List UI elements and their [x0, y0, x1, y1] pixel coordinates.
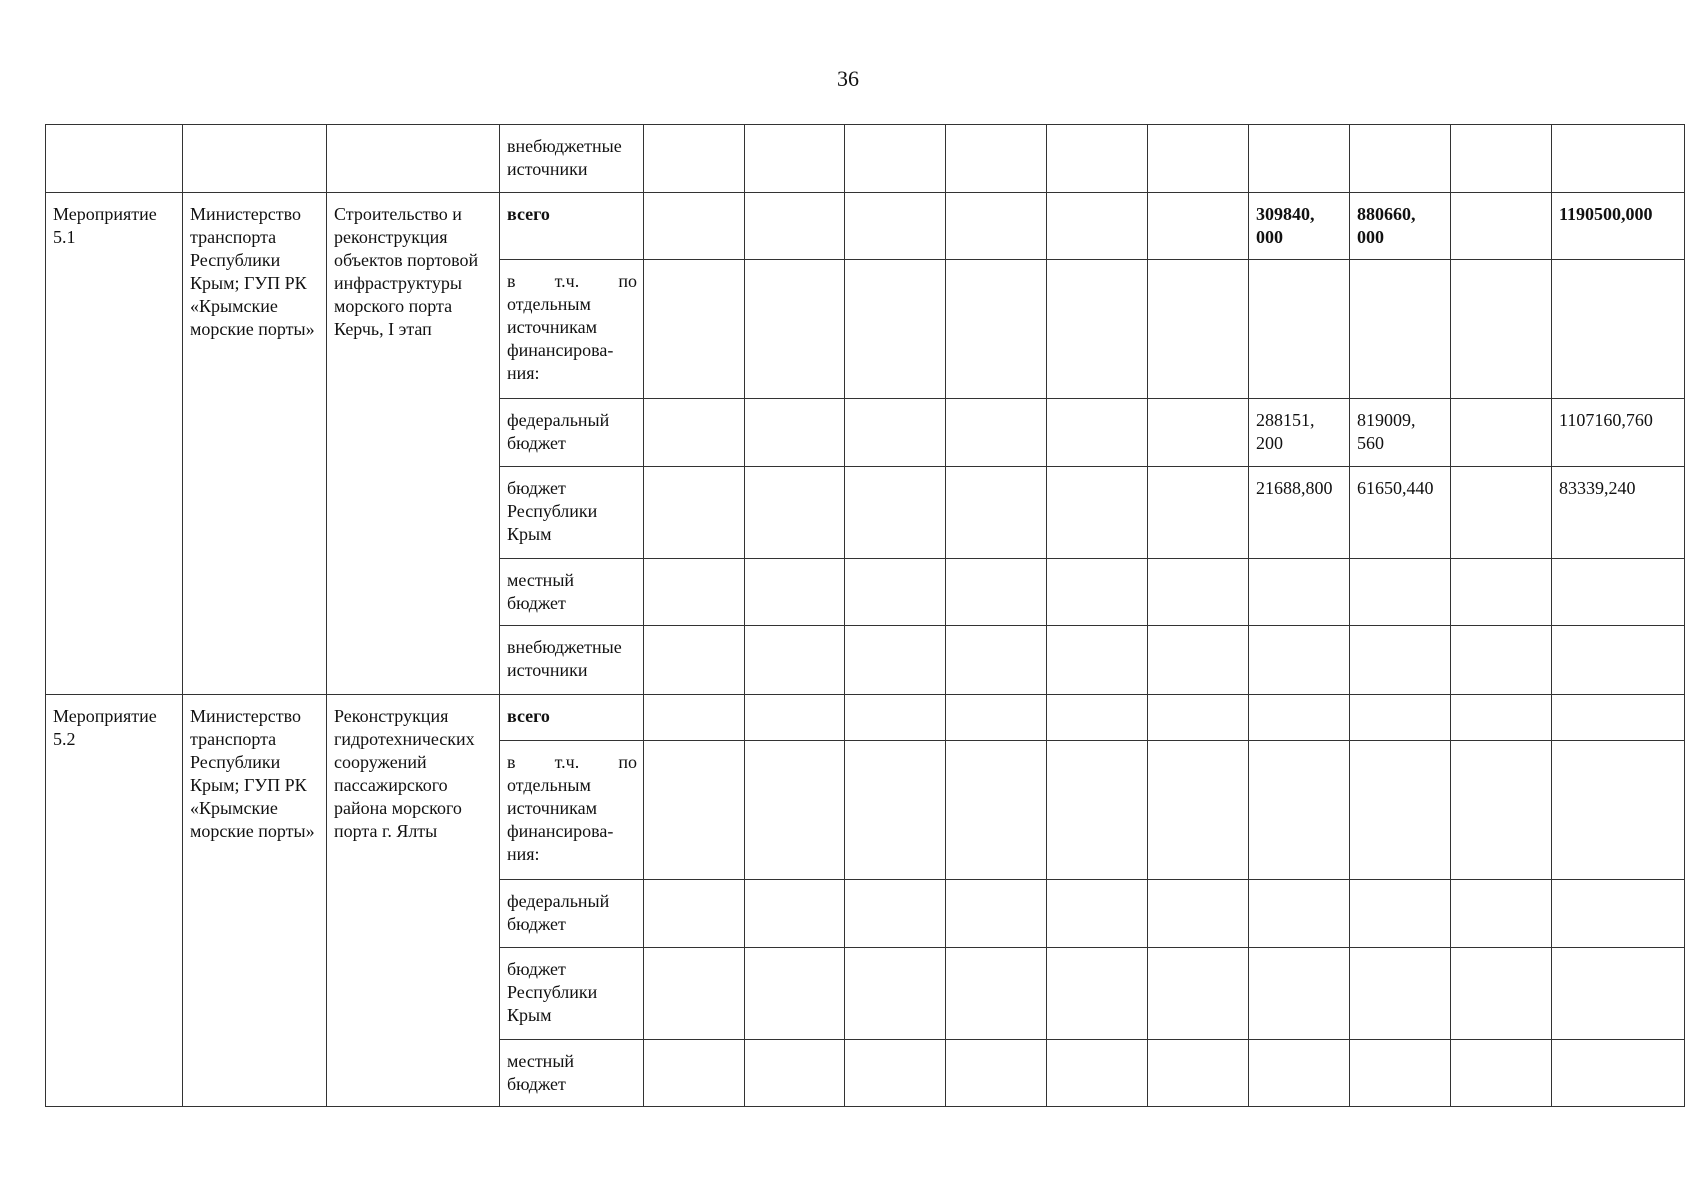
value-cell	[1249, 125, 1350, 193]
executor-cell: Министерство транспорта Республики Крым; ГУП РК «Крымские морские порты»	[183, 193, 327, 695]
value-cell	[946, 559, 1047, 626]
value-cell	[1350, 741, 1451, 880]
value-cell: 1107160,760	[1552, 399, 1685, 467]
value-cell	[1047, 193, 1148, 260]
value-cell	[1047, 559, 1148, 626]
value-cell	[1148, 1040, 1249, 1107]
value-cell	[1249, 1040, 1350, 1107]
value-cell	[845, 695, 946, 741]
value-cell	[1451, 399, 1552, 467]
financing-table	[45, 124, 1685, 1107]
value-cell	[1047, 1040, 1148, 1107]
source-label-cell: внебюджетные источники	[500, 125, 644, 193]
value-cell	[1451, 193, 1552, 260]
value-cell	[1451, 626, 1552, 695]
value-cell	[1047, 125, 1148, 193]
source-label-cell: в т.ч. по отдельным источникам финансирова-ния:	[500, 741, 644, 880]
value-cell	[1047, 880, 1148, 948]
source-label-cell: в т.ч. по отдельным источникам финансирова-ния:	[500, 260, 644, 399]
value-cell: 309840, 000	[1249, 193, 1350, 260]
value-cell	[1451, 948, 1552, 1040]
value-cell	[1350, 1040, 1451, 1107]
value-cell	[745, 467, 845, 559]
value-cell	[1249, 626, 1350, 695]
value-cell	[946, 880, 1047, 948]
value-cell	[1451, 880, 1552, 948]
value-cell	[745, 948, 845, 1040]
value-cell	[1552, 741, 1685, 880]
table-row	[46, 695, 1685, 741]
value-cell	[845, 948, 946, 1040]
executor-cell	[183, 125, 327, 193]
value-cell	[1047, 260, 1148, 399]
value-cell	[1148, 260, 1249, 399]
value-cell	[1350, 695, 1451, 741]
value-cell	[1148, 125, 1249, 193]
value-cell	[1047, 467, 1148, 559]
value-cell	[1249, 741, 1350, 880]
value-cell	[644, 1040, 745, 1107]
value-cell	[745, 695, 845, 741]
value-cell	[1148, 193, 1249, 260]
value-cell	[1148, 741, 1249, 880]
value-cell	[1451, 559, 1552, 626]
value-cell	[745, 399, 845, 467]
measure-cell: Мероприятие 5.1	[46, 193, 183, 695]
value-cell	[946, 125, 1047, 193]
value-cell	[845, 559, 946, 626]
value-cell	[1350, 626, 1451, 695]
value-cell	[1047, 741, 1148, 880]
value-cell: 819009, 560	[1350, 399, 1451, 467]
measure-cell: Мероприятие 5.2	[46, 695, 183, 1107]
value-cell	[745, 1040, 845, 1107]
value-cell	[745, 193, 845, 260]
value-cell	[946, 741, 1047, 880]
value-cell: 1190500,000	[1552, 193, 1685, 260]
value-cell: 83339,240	[1552, 467, 1685, 559]
value-cell	[1552, 125, 1685, 193]
value-cell	[1148, 948, 1249, 1040]
value-cell	[845, 626, 946, 695]
value-cell	[644, 125, 745, 193]
value-cell	[745, 880, 845, 948]
value-cell	[1552, 880, 1685, 948]
value-cell	[1350, 948, 1451, 1040]
value-cell	[1552, 559, 1685, 626]
value-cell	[1350, 559, 1451, 626]
value-cell: 288151, 200	[1249, 399, 1350, 467]
value-cell	[644, 467, 745, 559]
value-cell	[1350, 260, 1451, 399]
value-cell	[946, 467, 1047, 559]
value-cell	[1249, 559, 1350, 626]
value-cell	[946, 948, 1047, 1040]
value-cell	[946, 399, 1047, 467]
value-cell	[745, 559, 845, 626]
value-cell	[946, 1040, 1047, 1107]
source-label-cell: всего	[500, 193, 644, 260]
source-label-cell: внебюджетные источники	[500, 626, 644, 695]
value-cell	[845, 741, 946, 880]
value-cell	[745, 125, 845, 193]
value-cell: 21688,800	[1249, 467, 1350, 559]
value-cell	[644, 741, 745, 880]
value-cell	[1451, 695, 1552, 741]
source-label-cell: местный бюджет	[500, 559, 644, 626]
value-cell	[745, 741, 845, 880]
value-cell	[1451, 741, 1552, 880]
value-cell	[1249, 695, 1350, 741]
executor-cell: Министерство транспорта Республики Крым; ГУП РК «Крымские морские порты»	[183, 695, 327, 1107]
value-cell	[745, 626, 845, 695]
value-cell	[845, 1040, 946, 1107]
value-cell	[1148, 695, 1249, 741]
value-cell	[1350, 125, 1451, 193]
value-cell	[1249, 260, 1350, 399]
value-cell	[644, 880, 745, 948]
value-cell	[845, 399, 946, 467]
value-cell	[644, 559, 745, 626]
value-cell	[946, 193, 1047, 260]
value-cell	[644, 399, 745, 467]
source-label-cell: бюджет Республики Крым	[500, 948, 644, 1040]
source-label-cell: федеральный бюджет	[500, 399, 644, 467]
value-cell	[1350, 880, 1451, 948]
value-cell	[845, 193, 946, 260]
value-cell	[845, 880, 946, 948]
value-cell	[1451, 467, 1552, 559]
value-cell: 61650,440	[1350, 467, 1451, 559]
value-cell	[946, 260, 1047, 399]
value-cell	[644, 695, 745, 741]
source-label-cell: местный бюджет	[500, 1040, 644, 1107]
value-cell	[644, 626, 745, 695]
value-cell	[1047, 695, 1148, 741]
value-cell	[1047, 626, 1148, 695]
value-cell	[1552, 948, 1685, 1040]
source-label-cell: бюджет Республики Крым	[500, 467, 644, 559]
name-cell: Реконструкция гидротехнических сооружений пассажирского района морского порта г. Ялты	[327, 695, 500, 1107]
name-cell: Строительство и реконструкция объектов портовой инфраструктуры морского порта Керчь, I этап	[327, 193, 500, 695]
value-cell	[946, 626, 1047, 695]
value-cell	[1249, 880, 1350, 948]
value-cell	[1451, 260, 1552, 399]
value-cell	[845, 125, 946, 193]
value-cell	[1148, 626, 1249, 695]
value-cell	[644, 193, 745, 260]
measure-cell	[46, 125, 183, 193]
value-cell	[1047, 399, 1148, 467]
value-cell	[1552, 1040, 1685, 1107]
value-cell	[745, 260, 845, 399]
value-cell	[1552, 626, 1685, 695]
value-cell	[845, 467, 946, 559]
source-label-cell: федеральный бюджет	[500, 880, 644, 948]
value-cell	[1552, 260, 1685, 399]
value-cell	[1148, 880, 1249, 948]
source-label-cell: всего	[500, 695, 644, 741]
value-cell	[1047, 948, 1148, 1040]
table-row	[46, 193, 1685, 260]
value-cell	[644, 948, 745, 1040]
value-cell	[1552, 695, 1685, 741]
value-cell	[946, 695, 1047, 741]
value-cell	[1451, 125, 1552, 193]
value-cell	[1148, 467, 1249, 559]
value-cell	[1148, 399, 1249, 467]
value-cell	[1249, 948, 1350, 1040]
page-number: 36	[837, 66, 859, 91]
value-cell	[644, 260, 745, 399]
table-row	[46, 125, 1685, 193]
value-cell	[1148, 559, 1249, 626]
value-cell: 880660, 000	[1350, 193, 1451, 260]
value-cell	[845, 260, 946, 399]
name-cell	[327, 125, 500, 193]
value-cell	[1451, 1040, 1552, 1107]
